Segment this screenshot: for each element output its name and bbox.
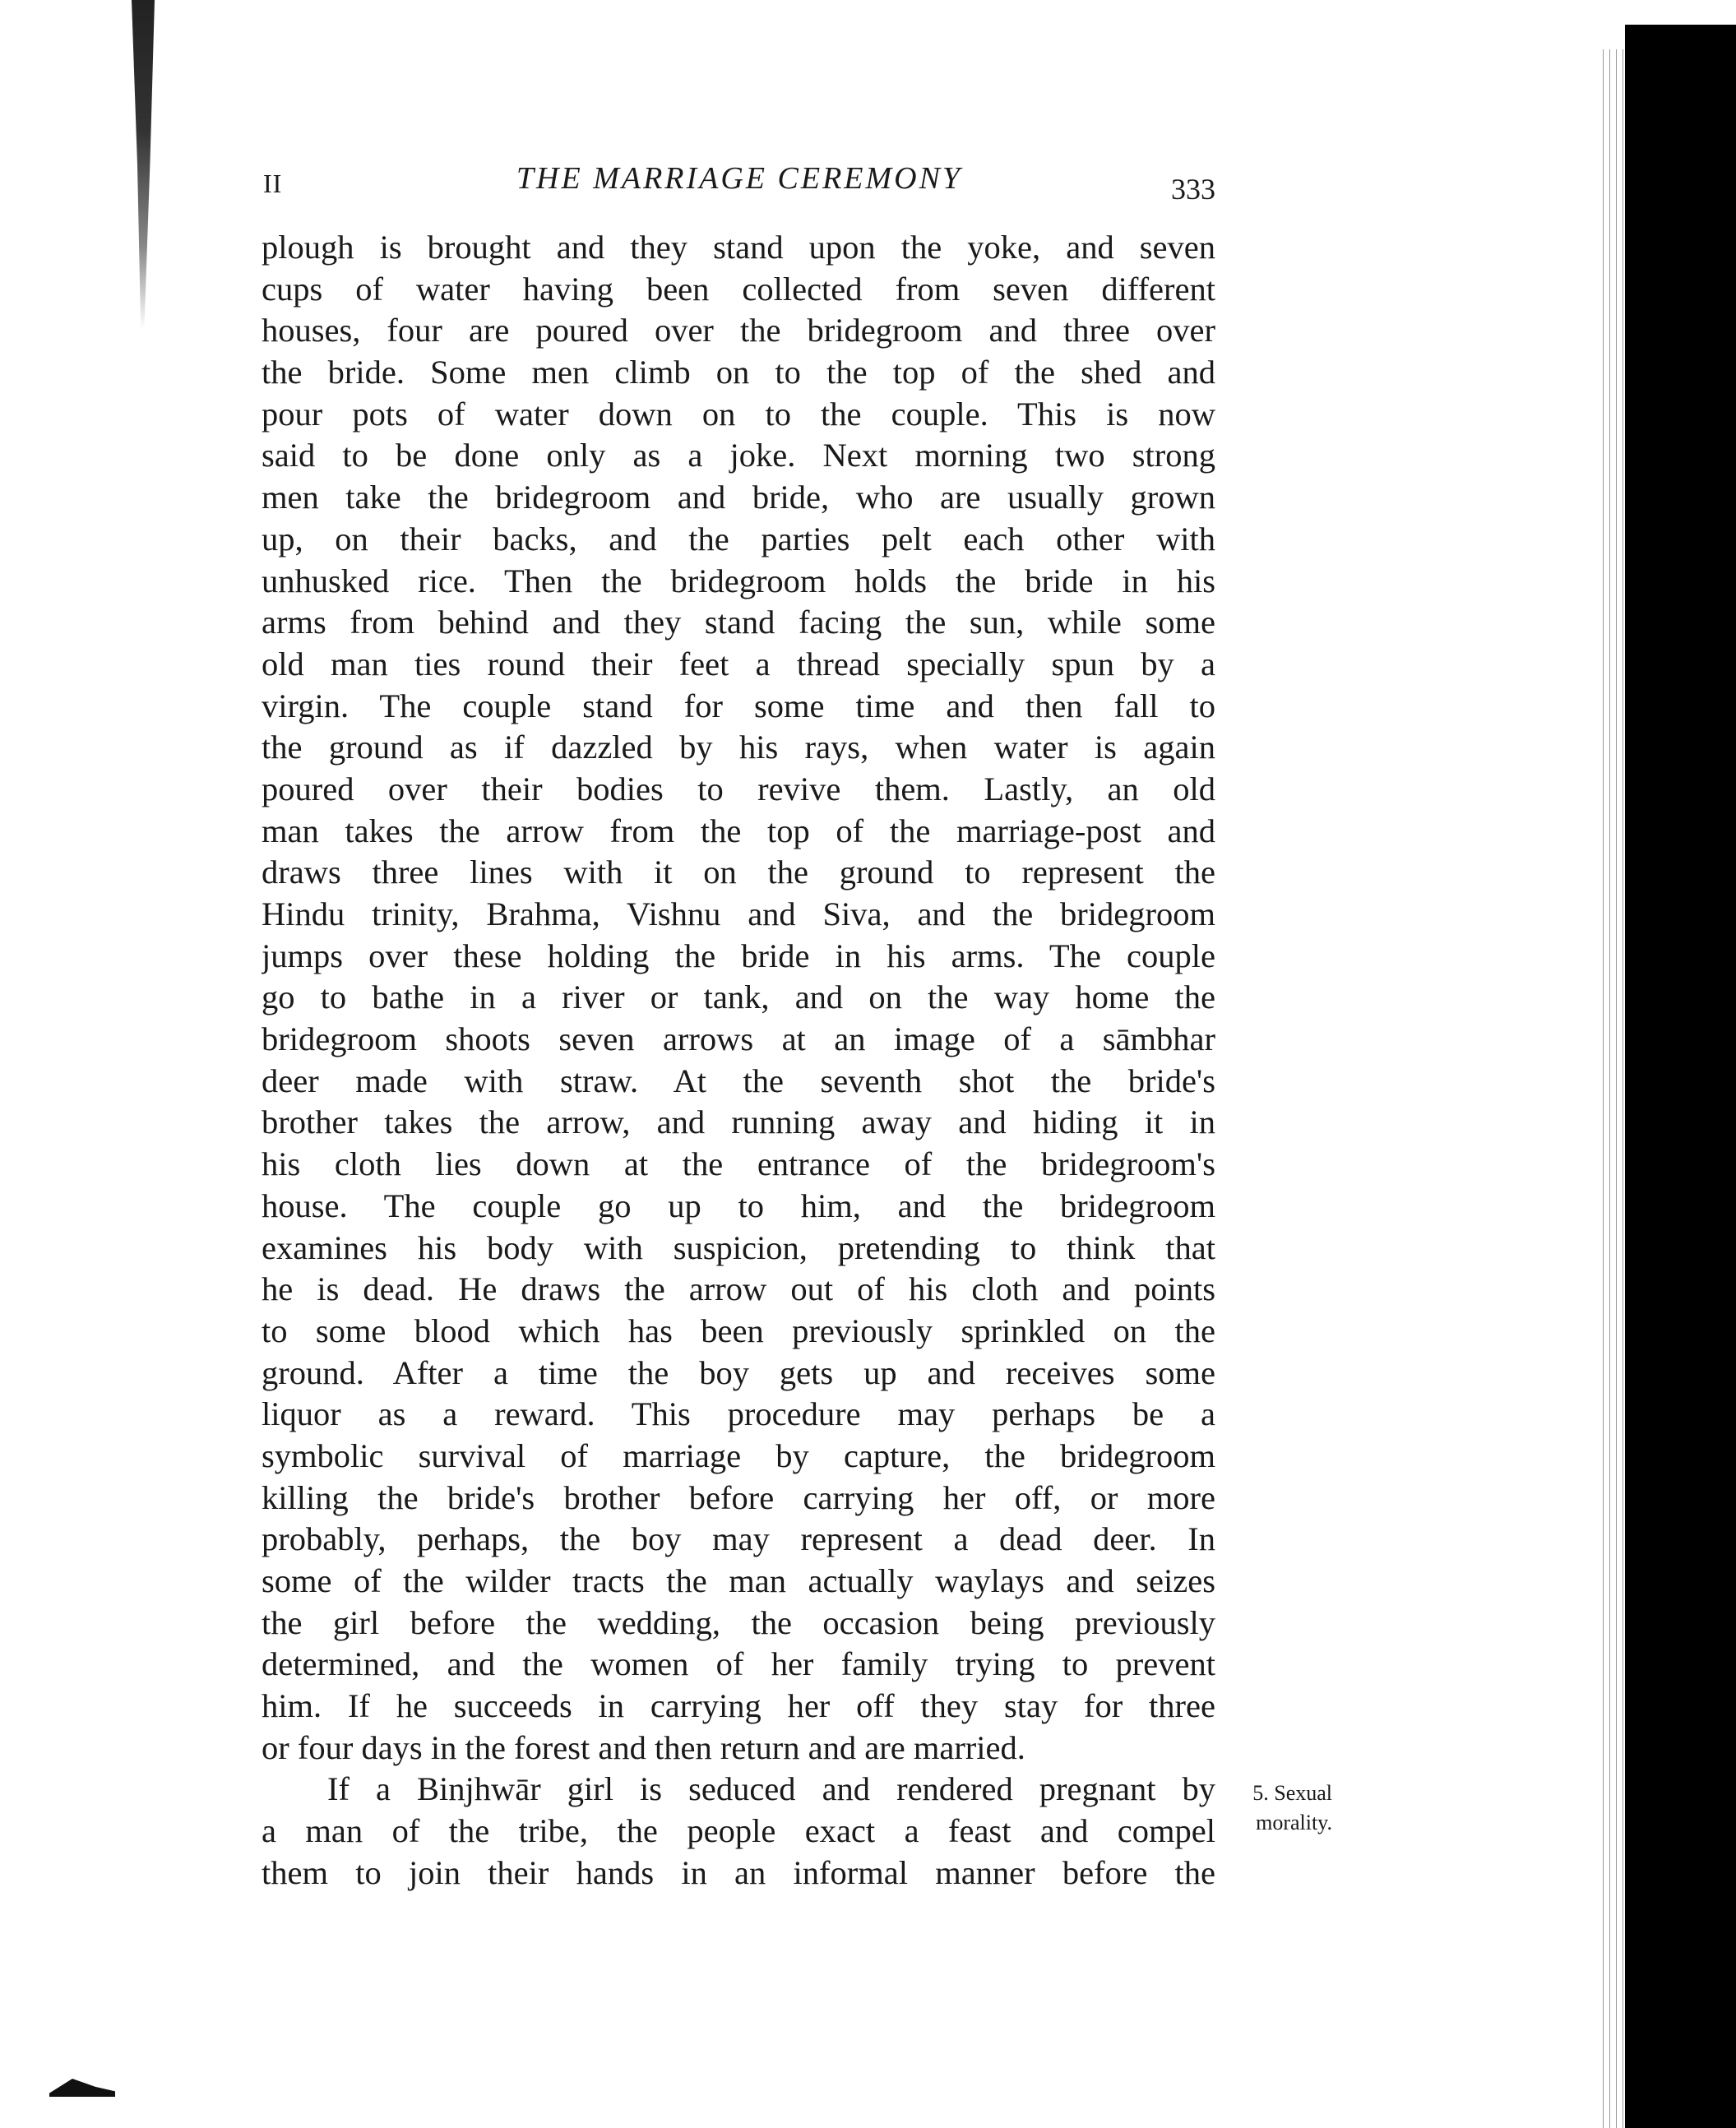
text-line: arms from behind and they stand facing the sun, while some: [262, 604, 1215, 641]
text-line: determined, and the women of her family trying to prevent: [262, 1645, 1215, 1683]
paragraph-start-line: If a Binjhwār girl is seduced and rendered pregnant by: [327, 1770, 1215, 1808]
text-line: liquor as a reward. This procedure may perhaps be a: [262, 1395, 1215, 1433]
text-line: house. The couple go up to him, and the bridegroom: [262, 1187, 1215, 1224]
text-line: man takes the arrow from the top of the marriage-post and: [262, 812, 1215, 849]
text-line: unhusked rice. Then the bridegroom holds the bride in his: [262, 562, 1215, 599]
text-line: him. If he succeeds in carrying her off they stay for three: [262, 1687, 1215, 1725]
text-line: said to be done only as a joke. Next morning two strong: [262, 437, 1215, 474]
margin-note-line: 5. Sexual: [1252, 1781, 1332, 1805]
text-line: the girl before the wedding, the occasion being previously: [262, 1603, 1215, 1641]
text-line: virgin. The couple stand for some time and then fall to: [262, 687, 1215, 724]
running-title: THE MARRIAGE CEREMONY: [516, 161, 963, 196]
text-line: symbolic survival of marriage by capture, the bridegroom: [262, 1436, 1215, 1474]
text-line: he is dead. He draws the arrow out of his cloth and points: [262, 1270, 1215, 1308]
margin-note: [1225, 1779, 1332, 1838]
text-line: draws three lines with it on the ground to represent the: [262, 854, 1215, 891]
text-line: them to join their hands in an informal manner before the: [262, 1853, 1215, 1891]
text-line: the bride. Some men climb on to the top of the shed and: [262, 354, 1215, 391]
margin-note-line: morality.: [1256, 1811, 1332, 1834]
text-line: ground. After a time the boy gets up and receives some: [262, 1353, 1215, 1391]
text-line: his cloth lies down at the entrance of the bridegroom's: [262, 1145, 1215, 1183]
text-line: killing the bride's brother before carrying her off, or more: [262, 1478, 1215, 1516]
text-line: jumps over these holding the bride in his arms. The couple: [262, 937, 1215, 974]
text-line: go to bathe in a river or tank, and on the way home the: [262, 978, 1215, 1016]
text-line: to some blood which has been previously sprinkled on the: [262, 1311, 1215, 1349]
text-line: old man ties round their feet a thread specially spun by a: [262, 645, 1215, 682]
text-line: deer made with straw. At the seventh shot the bride's: [262, 1062, 1215, 1099]
text-line: up, on their backs, and the parties pelt each other with: [262, 520, 1215, 557]
text-line: Hindu trinity, Brahma, Vishnu and Siva, and the bridegroom: [262, 895, 1215, 932]
text-line: houses, four are poured over the bridegroom and three over: [262, 312, 1215, 349]
text-line: bridegroom shoots seven arrows at an image of a sāmbhar: [262, 1020, 1215, 1058]
text-line: the ground as if dazzled by his rays, when water is again: [262, 729, 1215, 766]
page-number: 333: [1171, 173, 1215, 206]
scan-corner-mark: [49, 2079, 115, 2097]
page-edge-fringe: [1600, 49, 1625, 2128]
text-line: pour pots of water down on to the couple. This is now: [262, 395, 1215, 433]
text-line: brother takes the arrow, and running away and hiding it in: [262, 1103, 1215, 1141]
body-text: [262, 227, 1215, 1894]
scan-spine-shadow: [132, 0, 155, 329]
scan-dark-edge: [1625, 25, 1736, 2128]
paragraph-end-line: or four days in the forest and then return and are married.: [262, 1728, 1025, 1766]
chapter-number: II: [263, 169, 283, 198]
text-line: cups of water having been collected from seven different: [262, 270, 1215, 308]
text-line: plough is brought and they stand upon the yoke, and seven: [262, 229, 1215, 266]
text-line: some of the wilder tracts the man actually waylays and seizes: [262, 1562, 1215, 1599]
running-head: [263, 160, 1215, 210]
text-line: examines his body with suspicion, pretending to think that: [262, 1228, 1215, 1266]
text-line: probably, perhaps, the boy may represent a dead deer. In: [262, 1520, 1215, 1558]
text-line: a man of the tribe, the people exact a feast and compel: [262, 1812, 1215, 1850]
text-line: poured over their bodies to revive them. Lastly, an old: [262, 770, 1215, 807]
text-line: men take the bridegroom and bride, who are usually grown: [262, 479, 1215, 516]
